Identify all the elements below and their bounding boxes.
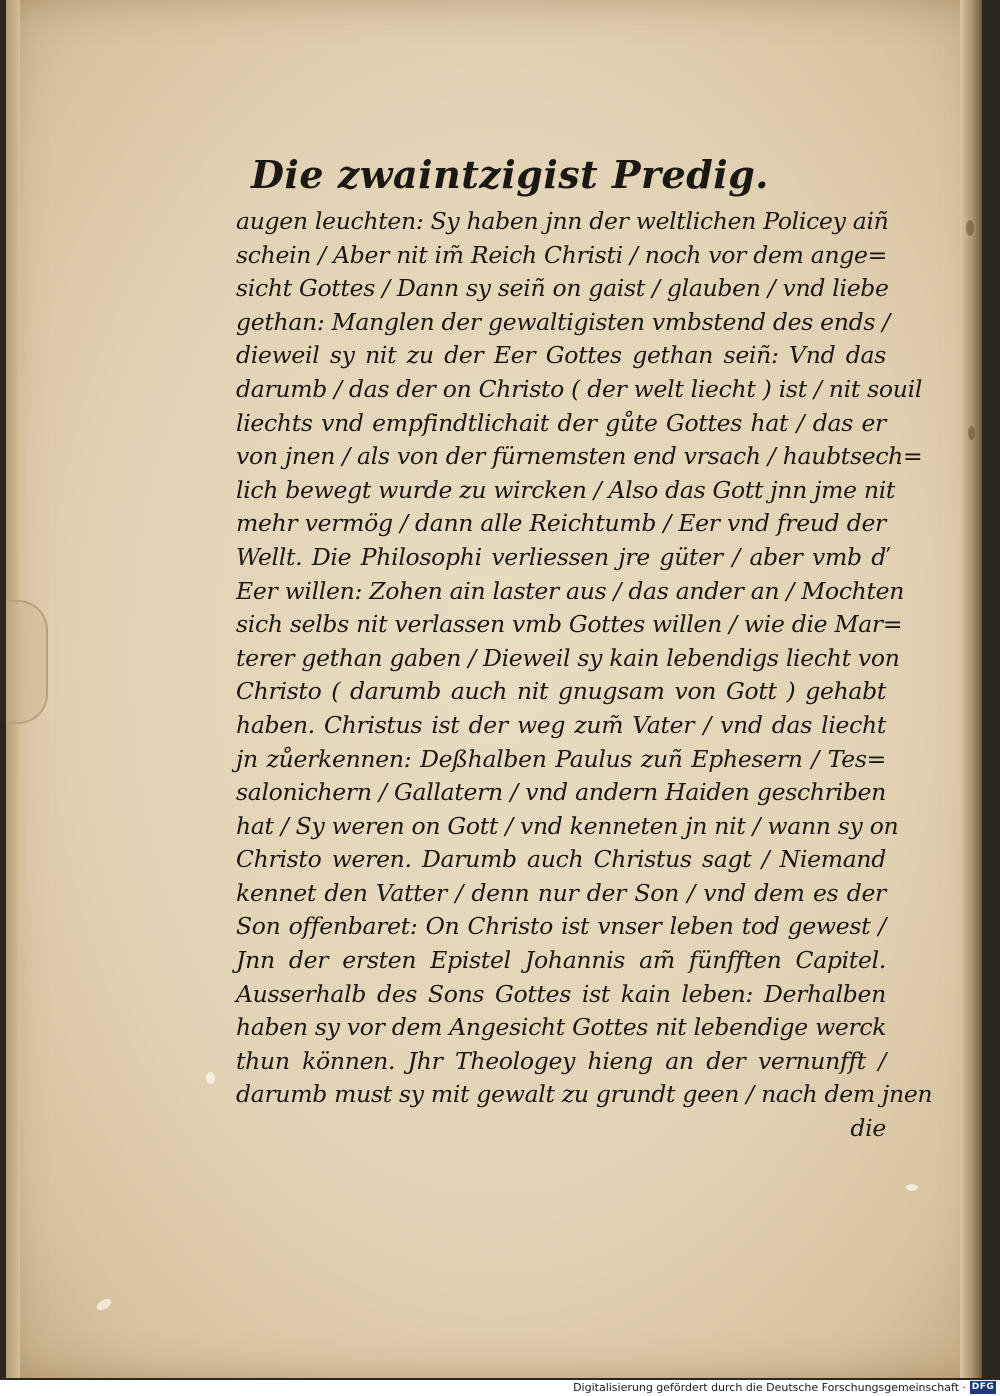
text-line: mehr vermög / dann alle Reichtumb / Eer vnd freud der bbox=[236, 509, 886, 538]
text-line: lich bewegt wurde zu wircken / Also das Gott jnn jme nit bbox=[236, 475, 896, 504]
footer-bar bbox=[0, 1380, 1000, 1396]
text-line: die bbox=[850, 1114, 886, 1143]
text-line: Jnn der ersten Epistel Johannis am̃ fünfften Capitel. bbox=[236, 946, 886, 975]
paper-spot bbox=[968, 426, 975, 440]
text-line: Eer willen: Zohen ain laster aus / das ander an / Mochten bbox=[236, 576, 905, 605]
text-line: darumb must sy mit gewalt zu grundt geen / nach dem jnen bbox=[236, 1080, 933, 1109]
text-line: kennet den Vatter / denn nur der Son / vnd dem es der bbox=[236, 878, 886, 907]
text-line: Son offenbaret: On Christo ist vnser leben tod gewest / bbox=[236, 912, 886, 941]
text-line: haben. Christus ist der weg zum̃ Vater / vnd das liecht bbox=[236, 710, 886, 739]
text-line: Ausserhalb des Sons Gottes ist kain leben: Derhalben bbox=[236, 979, 886, 1008]
text-line: jn zůerkennen: Deßhalben Paulus zuñ Ephesern / Tes= bbox=[236, 744, 886, 773]
text-line: liechts vnd empfindtlichait der gůte Gottes hat / das er bbox=[236, 408, 886, 437]
paper-spot bbox=[95, 1297, 113, 1313]
text-line: hat / Sy weren on Gott / vnd kenneten jn nit / wann sy on bbox=[236, 811, 899, 840]
text-line: schein / Aber nit im̃ Reich Christi / noch vor dem ange= bbox=[236, 240, 888, 269]
text-line: sicht Gottes / Dann sy seiñ on gaist / glauben / vnd liebe bbox=[236, 274, 889, 303]
text-line: thun können. Jhr Theologey hieng an der vernunfft / bbox=[236, 1046, 886, 1075]
text-line: sich selbs nit verlassen vmb Gottes willen / wie die Mar= bbox=[236, 610, 903, 639]
paper-spot bbox=[906, 1184, 918, 1191]
text-line: salonichern / Gallatern / vnd andern Haiden geschriben bbox=[236, 778, 886, 807]
text-line: gethan: Manglen der gewaltigisten vmbstend des ends / bbox=[236, 307, 890, 336]
text-line: Christo ( darumb auch nit gnugsam von Gott ) gehabt bbox=[236, 677, 886, 706]
page-clip-tab bbox=[6, 600, 48, 724]
paper-spot bbox=[206, 1072, 215, 1084]
text-line: Wellt. Die Philosophi verliessen jre güter / aber vmb ď bbox=[236, 542, 886, 571]
text-line: Christo weren. Darumb auch Christus sagt / Niemand bbox=[236, 845, 886, 874]
paper-spot bbox=[966, 220, 974, 236]
text-line: dieweil sy nit zu der Eer Gottes gethan seiñ: Vnd das bbox=[236, 341, 886, 370]
body-text bbox=[236, 205, 933, 1146]
page-right-edge bbox=[960, 0, 982, 1378]
text-line: von jnen / als von der fürnemsten end vrsach / haubtsech= bbox=[236, 442, 923, 471]
page-headline: Die zwaintzigist Predig. bbox=[250, 152, 770, 197]
text-line: augen leuchten: Sy haben jnn der weltlichen Policey aiñ bbox=[236, 207, 889, 235]
dfg-logo-icon: DFG bbox=[971, 1382, 995, 1392]
text-line: darumb / das der on Christo ( der welt liecht ) ist / nit souil bbox=[236, 374, 923, 403]
text-line: haben sy vor dem Angesicht Gottes nit lebendige werck bbox=[236, 1013, 887, 1042]
funding-notice: Digitalisierung gefördert durch die Deutsche Forschungsgemeinschaft · bbox=[573, 1381, 966, 1394]
text-line: terer gethan gaben / Dieweil sy kain lebendigs liecht von bbox=[236, 643, 900, 672]
